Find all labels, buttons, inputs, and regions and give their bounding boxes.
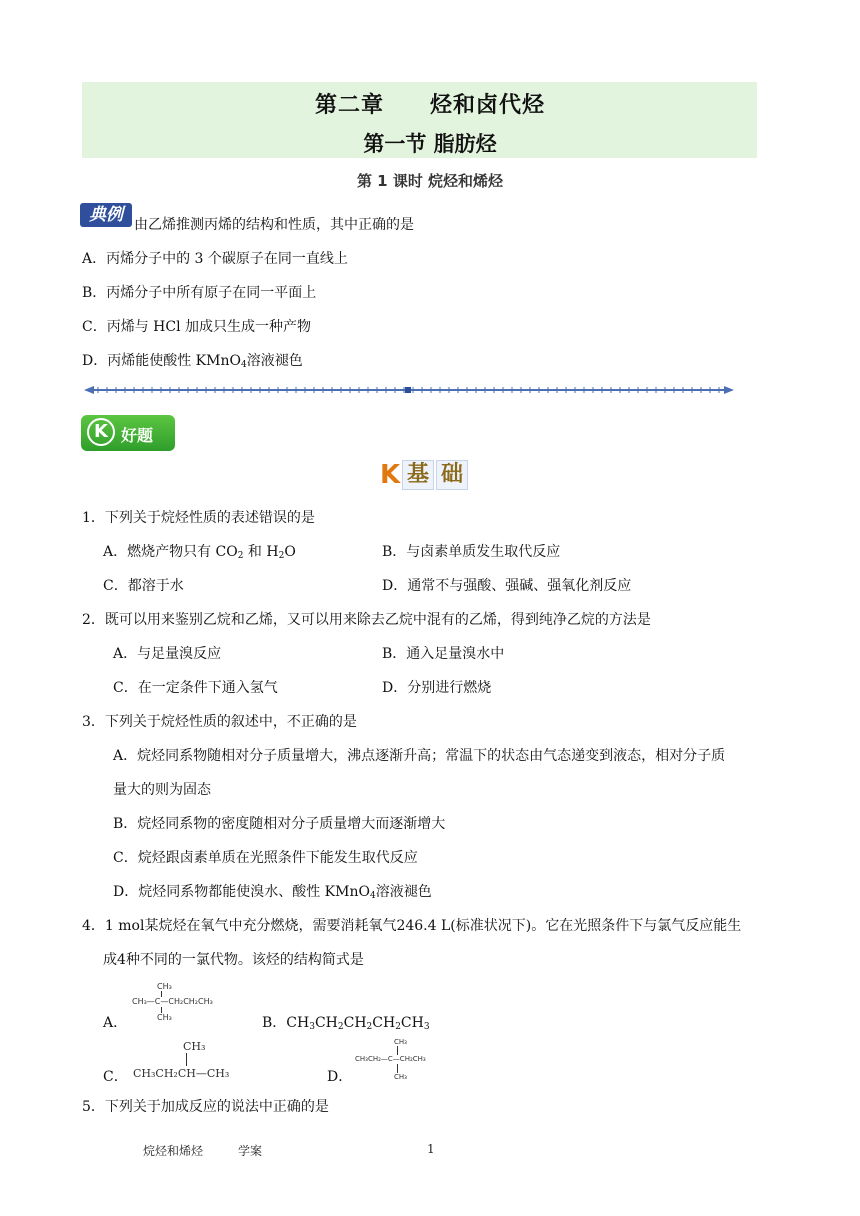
chapter-title xyxy=(0,88,860,119)
q1-option-b: B．与卤素单质发生取代反应 xyxy=(382,544,561,560)
q4-option-c-structure: CH₃ CH₃CH₂CH—CH₃ xyxy=(133,1040,230,1080)
k-mark-icon: K xyxy=(380,460,401,490)
example-option-a: A．丙烯分子中的 3 个碳原子在同一直线上 xyxy=(82,251,348,267)
q2-option-b: B．通入足量溴水中 xyxy=(382,646,505,662)
example-option-b: B．丙烯分子中所有原子在同一平面上 xyxy=(82,285,317,301)
q4-stem-line1: 4．1 mol某烷烃在氧气中充分燃烧，需要消耗氧气246.4 L(标准状况下)。它在光照条件下与氯气反应能生 xyxy=(82,918,742,934)
q4-option-d-label: D． xyxy=(327,1069,353,1085)
q4-option-a-label: A． xyxy=(103,1015,128,1031)
q3-option-c: C．烷烃跟卤素单质在光照条件下能发生取代反应 xyxy=(113,850,418,866)
q2-option-d: D．分别进行燃烧 xyxy=(382,680,492,696)
q3-option-a-line1: A．烷烃同系物随相对分子质量增大，沸点逐渐升高；常温下的状态由气态递变到液态，相对分子质 xyxy=(113,748,726,764)
example-badge: 典例 xyxy=(80,203,132,227)
example-question: 由乙烯推测丙烯的结构和性质，其中正确的是 xyxy=(134,217,414,233)
q4-option-d-structure: CH₃ CH₃CH₂—C—CH₂CH₃ CH₃ xyxy=(355,1038,426,1081)
basic-section-label xyxy=(378,458,468,492)
page-number: 1 xyxy=(427,1142,435,1156)
footer-type: 学案 xyxy=(238,1144,263,1158)
lesson-title: 第 1 课时 烷烃和烯烃 xyxy=(356,172,504,190)
section-divider xyxy=(84,383,734,397)
basic-char-1: 基 xyxy=(402,460,434,490)
q4-option-a-structure: CH₃ CH₃—C—CH₂CH₂CH₃ CH₃ xyxy=(132,982,213,1022)
good-questions-badge xyxy=(81,415,175,451)
q2-stem: 2．既可以用来鉴别乙烷和乙烯，又可以用来除去乙烷中混有的乙烯，得到纯净乙烷的方法是 xyxy=(82,612,651,628)
q1-option-a: A．燃烧产物只有 $CO_2$ 和 $H_2O$ xyxy=(103,544,296,561)
q1-stem: 1．下列关于烷烃性质的表述错误的是 xyxy=(82,510,315,526)
good-questions-label: 好题 xyxy=(121,426,154,445)
footer-title: 烷烃和烯烃 xyxy=(143,1144,204,1158)
q4-option-b: B．$CH_3CH_2CH_2CH_2CH_3$ xyxy=(262,1015,430,1032)
chapter-number: 第二章 xyxy=(314,93,384,118)
q4-stem-line2: 成4种不同的一氯代物。该烃的结构简式是 xyxy=(103,952,364,968)
k-logo-icon: K xyxy=(87,418,115,446)
q1-option-d: D．通常不与强酸、强碱、强氧化剂反应 xyxy=(382,578,632,594)
example-option-d: D．丙烯能使酸性 KMnO$_4$溶液褪色 xyxy=(82,353,303,370)
q3-option-d: D．烷烃同系物都能使溴水、酸性 KMnO$_4$溶液褪色 xyxy=(113,884,432,901)
section-title: 第一节 脂肪烃 xyxy=(363,132,497,156)
q2-option-a: A．与足量溴反应 xyxy=(113,646,222,662)
q3-option-b: B．烷烃同系物的密度随相对分子质量增大而逐渐增大 xyxy=(113,816,446,832)
q3-stem: 3．下列关于烷烃性质的叙述中，不正确的是 xyxy=(82,714,357,730)
q1-option-c: C．都溶于水 xyxy=(103,578,184,594)
example-option-c: C．丙烯与 HCl 加成只生成一种产物 xyxy=(82,319,312,335)
chapter-name: 烃和卤代烃 xyxy=(430,93,546,118)
q5-stem: 5．下列关于加成反应的说法中正确的是 xyxy=(82,1099,329,1115)
q3-option-a-line2: 量大的则为固态 xyxy=(113,782,211,798)
q4-option-c-label: C． xyxy=(103,1069,128,1085)
basic-char-2: 础 xyxy=(436,460,468,490)
q2-option-c: C．在一定条件下通入氢气 xyxy=(113,680,278,696)
